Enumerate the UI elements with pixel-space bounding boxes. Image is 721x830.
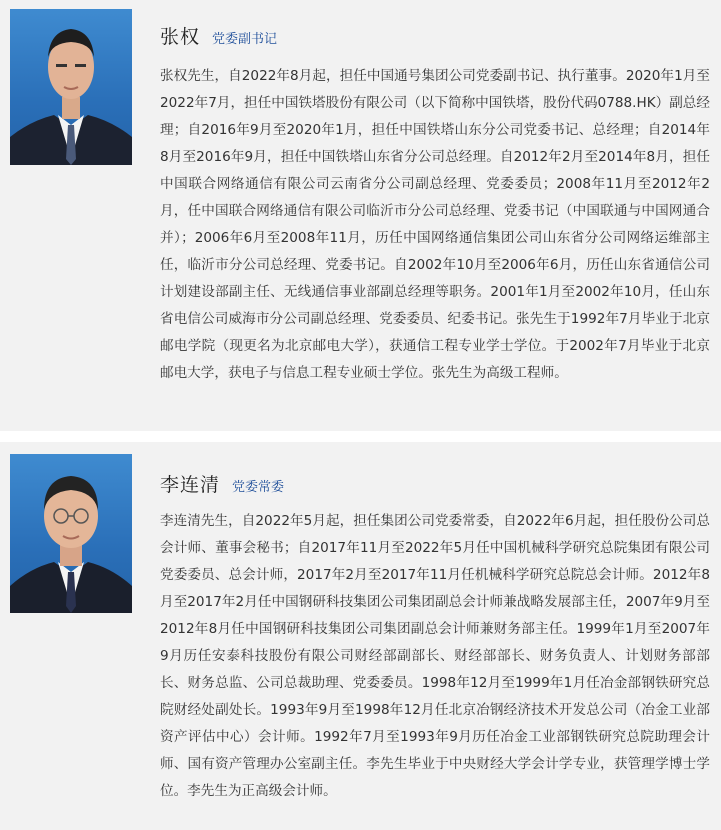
person-name: 李连清 — [160, 474, 221, 496]
person-title: 党委常委 — [232, 480, 285, 495]
person-bio: 李连清先生，自2022年5月起，担任集团公司党委常委，自2022年6月起，担任股份公司总会计师、董事会秘书；自2017年11月至2022年5月任中国机械科学研究总院集团有限公司党委委员、总会计师，2017年2月至2017年11月任机械科学研究总院总会计师。2012年8月至2017年2月任中国钢研科技集团公司集团副总会计师兼战略发展部主任，2007年9月至2012年8月任中国钢研科技集团公司集团副总会计师兼财务部主任。1999年1月至2007年9月历任安泰科技股份有限公司财经部副部长、财经部部长、财务负责人、计划财务部部长、财务总监、公司总裁助理、党委委员。1998年12月至1999年1月任冶金部钢铁研究总院财经处副处长。1993年9月至1998年12月任北京冶钢经济技术开发总公司（冶金工业部资产评估中心）会计师。1992年7月至1993年9月历任冶金工业部钢铁研究总院助理会计师、国有资产管理办公室副主任。李先生毕业于中央财经大学会计学专业，获管理学博士学位。李先生为正高级会计师。 — [160, 513, 710, 799]
portrait-photo — [10, 9, 132, 165]
name-row — [160, 470, 284, 497]
portrait-illustration — [10, 9, 132, 165]
person-name: 张权 — [160, 26, 201, 48]
profile-card-li-lianqing — [0, 442, 721, 830]
portrait-photo — [10, 454, 132, 613]
portrait-illustration — [10, 454, 132, 613]
person-title: 党委副书记 — [212, 32, 278, 47]
name-row — [160, 22, 277, 49]
person-bio: 张权先生，自2022年8月起，担任中国通号集团公司党委副书记、执行董事。2020年1月至2022年7月，担任中国铁塔股份有限公司（以下简称中国铁塔，股份代码0788.HK）副总经理；自2016年9月至2020年1月，担任中国铁塔山东分公司党委书记、总经理；自2014年8月至2016年9月，担任中国铁塔山东省分公司总经理。自2012年2月至2014年8月，担任中国联合网络通信有限公司云南省分公司副总经理、党委委员；2008年11月至2012年2月，任中国联合网络通信有限公司临沂市分公司总经理、党委书记（中国联通与中国网通合并）；2006年6月至2008年11月，历任中国网络通信集团公司山东省分公司网络运维部主任，临沂市分公司总经理、党委书记。自2002年10月至2006年6月，历任山东省通信公司计划建设部副主任、无线通信事业部副总经理等职务。2001年1月至2002年10月，任山东省电信公司威海市分公司副总经理、党委委员、纪委书记。张先生于1992年7月毕业于北京邮电学院（现更名为北京邮电大学），获通信工程专业学士学位。于2002年7月毕业于北京邮电大学，获电子与信息工程专业硕士学位。张先生为高级工程师。 — [160, 68, 710, 381]
